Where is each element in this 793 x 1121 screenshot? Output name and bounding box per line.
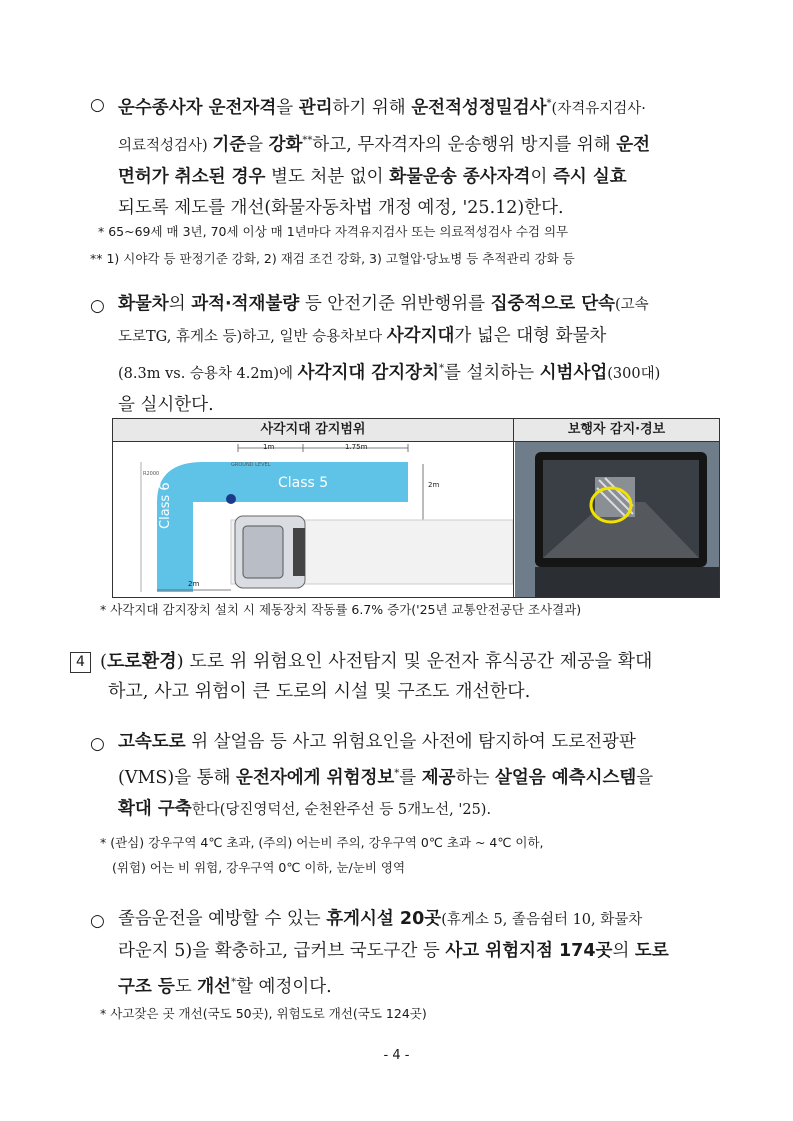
note-2: ** 1) 시야각 등 판정기준 강화, 2) 재검 조건 강화, 3) 고혈압·당뇨병 등 추적관리 강화 등 xyxy=(90,251,575,266)
paragraph-1 xyxy=(118,88,738,224)
figure-divider xyxy=(513,419,514,597)
bullet-5: ○ xyxy=(90,911,105,931)
figure-left-title: 사각지대 감지범위 xyxy=(113,419,514,442)
p1-line1: 운수종사자 운전자격을 관리하기 위해 운전적성정밀검사*(자격유지검사· xyxy=(118,97,646,118)
note-5: * 사고잦은 곳 개선(국도 50곳), 위험도로 개선(국도 124곳) xyxy=(100,1006,427,1021)
p1-line2: 의료적성검사) 기준을 강화**하고, 무자격자의 운송행위 방지를 위해 운전 xyxy=(118,134,651,155)
dim-175m: 1.75m xyxy=(345,443,368,451)
dim-2m-right: 2m xyxy=(428,481,440,489)
paragraph-2 xyxy=(118,289,738,421)
section3-heading: (도로환경) 도로 위 위험요인 사전탐지 및 운전자 휴식공간 제공을 확대 하고, 사고 위험이 큰 도로의 시설 및 구조도 개선한다. xyxy=(100,651,653,702)
bullet-2: ○ xyxy=(90,296,105,316)
figure-note: * 사각지대 감지장치 설치 시 제동장치 작동률 6.7% 증가('25년 교통안전공단 조사결과) xyxy=(100,602,582,617)
note-4b: (위험) 어는 비 위험, 강우구역 0℃ 이하, 눈/눈비 영역 xyxy=(112,860,406,875)
ground-level-label: GROUND LEVEL xyxy=(231,462,271,468)
note-1: * 65~69세 매 3년, 70세 이상 매 1년마다 자격유지검사 또는 의료적성검사 수검 의무 xyxy=(98,224,569,239)
dim-1m: 1m xyxy=(263,443,275,451)
page-number: - 4 - xyxy=(383,1048,410,1063)
bullet-1: ○ xyxy=(90,95,105,115)
r2000-label: R2000 xyxy=(143,471,160,477)
blind-spot-figure xyxy=(112,418,720,598)
blind-spot-diagram xyxy=(113,442,513,597)
p2-line3: (8.3m vs. 승용차 4.2m)에 사각지대 감지장치*를 설치하는 시범사업(300대) xyxy=(118,362,661,383)
figure-right-title: 보행자 감지·경보 xyxy=(514,419,719,442)
class6-label: Class 6 xyxy=(158,482,173,529)
p1-line4: 되도록 제도를 개선(화물자동차법 개정 예정, '25.12)한다. xyxy=(118,197,564,218)
p1-line3: 면허가 취소된 경우 별도 처분 없이 화물운송 종사자격이 즉시 실효 xyxy=(118,166,627,187)
p2-line4: 을 실시한다. xyxy=(118,394,214,415)
dim-2m-bottom: 2m xyxy=(188,580,200,588)
note-4a: * (관심) 강우구역 4℃ 초과, (주의) 어는비 주의, 강우구역 0℃ 초과 ~ 4℃ 이하, xyxy=(100,835,544,850)
pedestrian-alert-photo xyxy=(515,442,719,597)
sensor-dot xyxy=(226,494,236,504)
bullet-4: ○ xyxy=(90,734,105,754)
paragraph-4: 고속도로 위 살얼음 등 사고 위험요인을 사전에 탐지하여 도로전광판 (VMS)을 통해 운전자에게 위험정보*를 제공하는 살얼음 예측시스템을 확대 구축한다(당진영덕선, 순천완주선 등 5개노선, '25). xyxy=(118,732,654,819)
section-number-box: 4 xyxy=(70,652,91,673)
p2-line1: 화물차의 과적·적재불량 등 안전기준 위반행위를 집중적으로 단속(고속 xyxy=(118,294,649,314)
paragraph-5: 졸음운전을 예방할 수 있는 휴게시설 20곳(휴게소 5, 졸음쉼터 10, 화물차 라운지 5)을 확충하고, 급커브 국도구간 등 사고 위험지점 174곳의 도로 구조 등도 개선*할 예정이다. xyxy=(118,909,669,997)
p2-line2: 도로TG, 휴게소 등)하고, 일반 승용차보다 사각지대가 넓은 대형 화물차 xyxy=(118,326,607,346)
class5-label: Class 5 xyxy=(278,475,329,491)
